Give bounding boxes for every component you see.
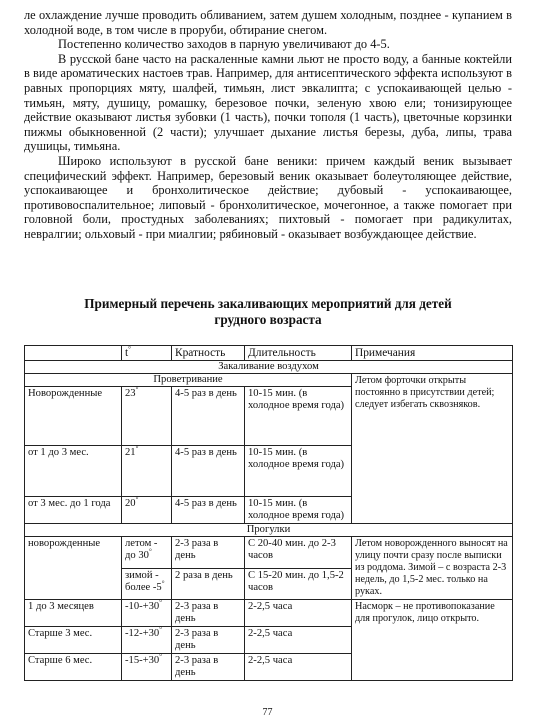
age-cell: от 3 мес. до 1 года [25, 497, 122, 524]
age-cell: Старше 6 мес. [25, 654, 122, 681]
header-cell-temp [122, 346, 172, 361]
age-cell: 1 до 3 месяцев [25, 600, 122, 627]
header-cell: Длительность [245, 346, 352, 361]
freq-cell: 2-3 раза в день [172, 627, 245, 654]
paragraph: ле охлаждение лучше проводить обливанием, затем душем холодным, позднее - купанием в холодной воде, в том числе в проруби, обтирание снегом. [24, 8, 512, 37]
dur-cell: 10-15 мин. (в холодное время года) [245, 387, 352, 446]
temp-value: 21 [125, 447, 136, 458]
header-temp-label: t [125, 347, 129, 359]
note-cell: Летом новорожденного выносят на улицу почти сразу после выписки из роддома. Зимой – с возраста 2-3 недель, до 1,5-2 мес. только на руках. [352, 537, 513, 600]
temp-cell [122, 654, 172, 681]
table-row [25, 600, 513, 627]
degree-sign: ° [128, 345, 131, 354]
header-cell: Примечания [352, 346, 513, 361]
section-heading [24, 296, 512, 328]
degree-sign: ° [159, 625, 163, 634]
temp-value: -15-+30 [125, 655, 160, 666]
temp-value: зимой - более -5 [125, 569, 162, 593]
table-header-row [25, 346, 513, 361]
age-cell: от 1 до 3 мес. [25, 446, 122, 497]
age-cell: новорожденные [25, 537, 122, 600]
degree-sign: ° [159, 652, 163, 661]
temp-cell [122, 627, 172, 654]
temp-cell [122, 497, 172, 524]
subsection-row [25, 524, 513, 537]
section-cell: Закаливание воздухом [25, 361, 513, 374]
temp-cell [122, 600, 172, 627]
subsection-cell: Прогулки [25, 524, 513, 537]
degree-sign: ° [135, 495, 139, 504]
freq-cell: 4-5 раз в день [172, 387, 245, 446]
age-cell: Новорожденные [25, 387, 122, 446]
subsection-row [25, 374, 513, 387]
dur-cell: 2-2,5 часа [245, 600, 352, 627]
dur-cell: С 20-40 мин. до 2-3 часов [245, 537, 352, 569]
dur-cell: 2-2,5 часа [245, 627, 352, 654]
degree-sign: ° [148, 547, 152, 556]
age-cell: Старше 3 мес. [25, 627, 122, 654]
page-number: 77 [262, 707, 273, 718]
temp-cell [122, 387, 172, 446]
dur-cell: С 15-20 мин. до 1,5-2 часов [245, 568, 352, 600]
degree-sign: ° [135, 444, 139, 453]
temp-value: летом - до 30 [125, 538, 158, 561]
degree-sign: ° [161, 578, 165, 587]
dur-cell: 10-15 мин. (в холодное время года) [245, 497, 352, 524]
dur-cell: 2-2,5 часа [245, 654, 352, 681]
temp-cell [122, 537, 172, 569]
heading-line: грудного возраста [214, 312, 322, 327]
temp-value: 23 [125, 388, 136, 399]
temp-cell [122, 568, 172, 600]
temp-value: 20 [125, 498, 136, 509]
heading-line: Примерный перечень закаливающих мероприятий для детей [84, 296, 452, 311]
header-cell [25, 346, 122, 361]
section-row [25, 361, 513, 374]
freq-cell: 2-3 раза в день [172, 600, 245, 627]
dur-cell: 10-15 мин. (в холодное время года) [245, 446, 352, 497]
paragraph: Широко используют в русской бане веники: причем каждый веник вызывает специфический эффект. Например, березовый веник оказывает болеутоляющее действие, успокаивающее и бронхолитическое действие; дубовый - успокаивающее, противовоспалительное; липовый - бронхолитическое, мочегонное, а также помогает при головной боли, простудных заболеваниях; пихтовый - помогает при радикулитах, невралгии; ольховый - при миалгии; рябиновый - оказывает возбуждающее действие. [24, 153, 512, 241]
freq-cell: 4-5 раз в день [172, 497, 245, 524]
note-cell: Летом форточки открыты постоянно в присутствии детей; следует избегать сквозняков. [352, 374, 513, 524]
paragraph: Постепенно количество заходов в парную увеличивают до 4-5. [58, 37, 390, 52]
temp-value: -10-+30 [125, 601, 160, 612]
subsection-cell: Проветривание [25, 374, 352, 387]
hardening-table [24, 345, 513, 681]
body-text [24, 8, 512, 242]
table-row [25, 537, 513, 569]
paragraph: В русской бане часто на раскаленные камни льют не просто воду, а банные коктейли в виде ароматических настоев трав. Например, для антисептического эффекта используют в равных пропорциях мяту, шалфей, тимьян, лист эвкалипта; с успокаивающей целью - тимьян, мяту, душицу, ромашку, березовое почки, зеленую хвою ели; тонизирующее действие оказывают листья зубовки (1 часть), почки тополя (1 часть), цветочные корзинки пижмы обыкновенной (2 части); улучшает дыхание листья березы, дуба, липы, трава душицы, тимьяна. [24, 51, 512, 154]
freq-cell: 2-3 раза в день [172, 654, 245, 681]
header-cell: Кратность [172, 346, 245, 361]
freq-cell: 4-5 раз в день [172, 446, 245, 497]
note-cell: Насморк – не противопоказание для прогулок, лицо открыто. [352, 600, 513, 681]
degree-sign: ° [159, 598, 163, 607]
freq-cell: 2 раза в день [172, 568, 245, 600]
temp-value: -12-+30 [125, 628, 160, 639]
degree-sign: ° [135, 385, 139, 394]
freq-cell: 2-3 раза в день [172, 537, 245, 569]
temp-cell [122, 446, 172, 497]
